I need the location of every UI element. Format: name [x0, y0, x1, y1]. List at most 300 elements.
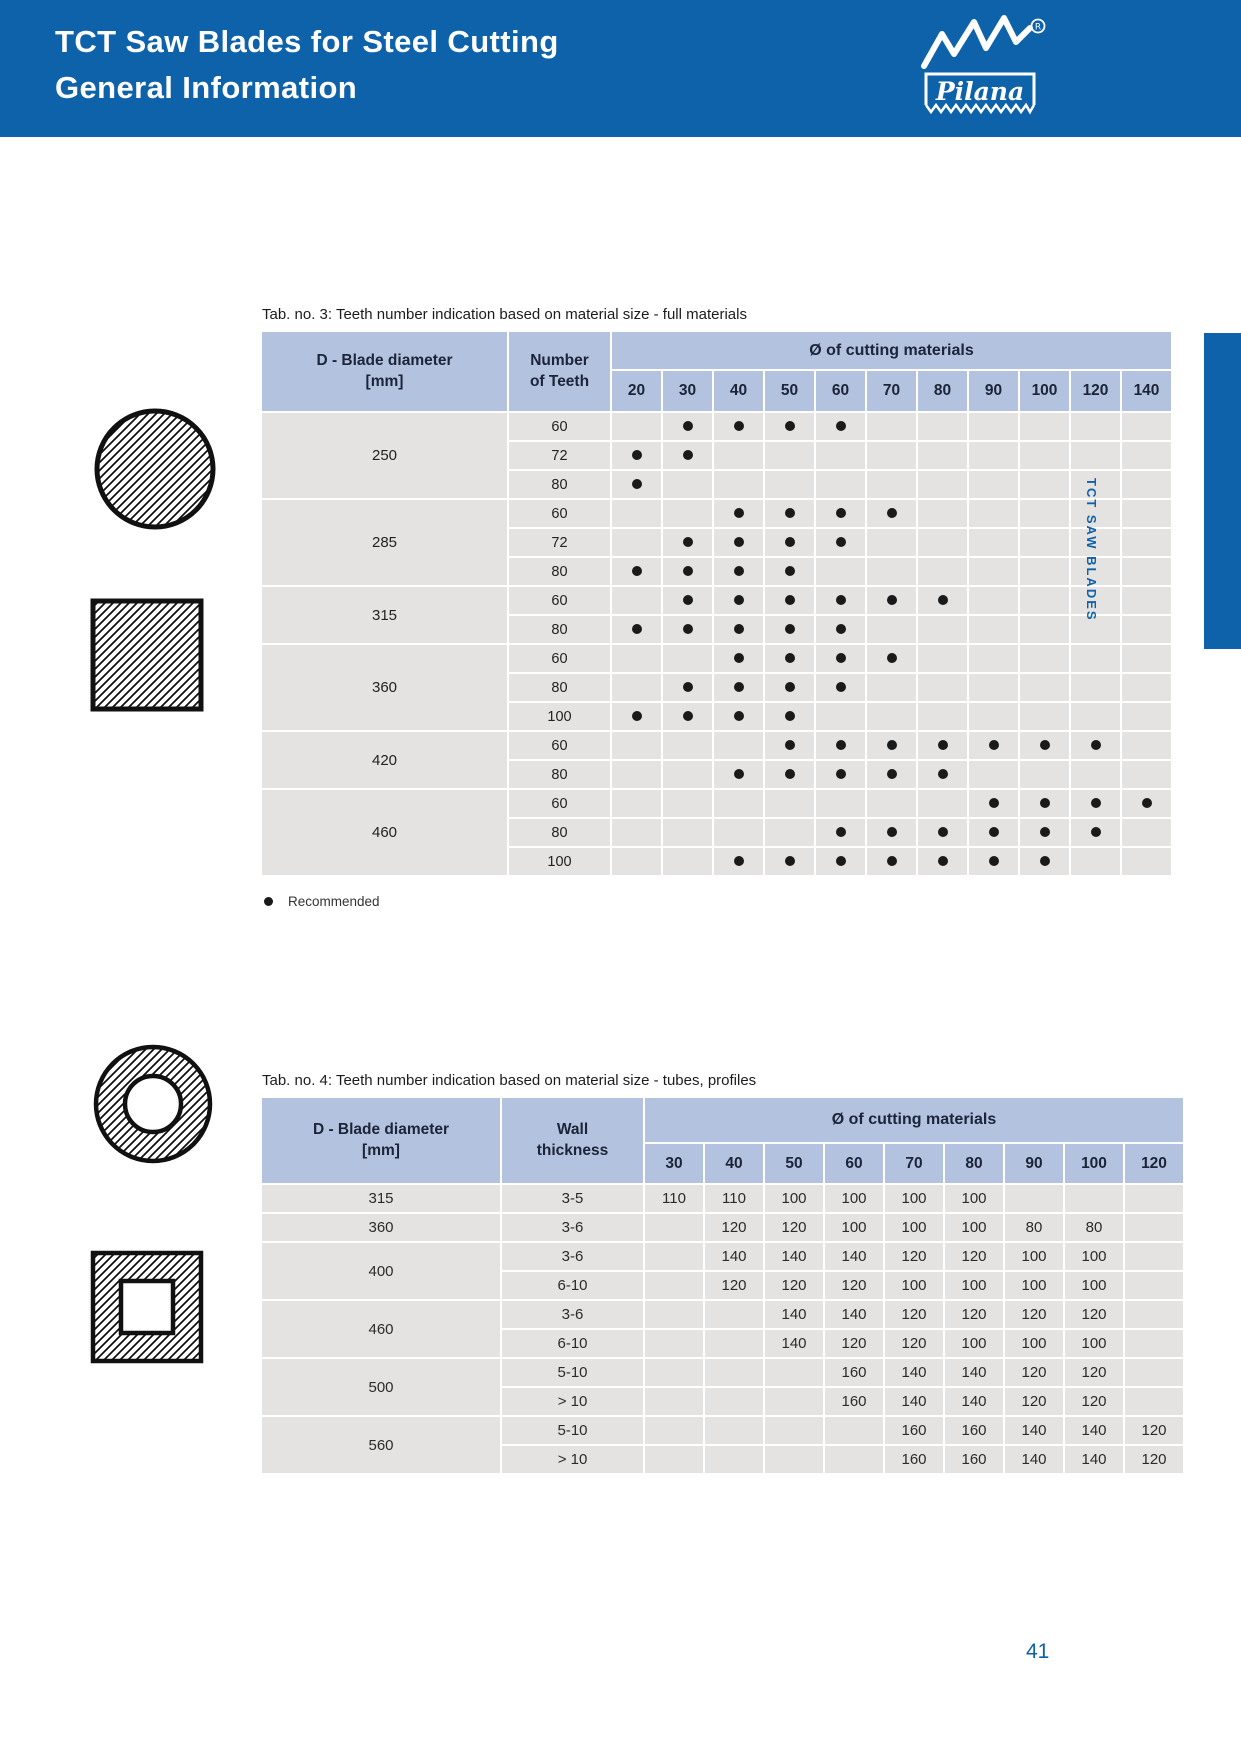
- teeth-count-cell: 120: [1125, 1446, 1183, 1473]
- recommended-mark-cell: [867, 732, 916, 759]
- recommended-mark-cell: [765, 558, 814, 585]
- recommended-mark-cell: [765, 413, 814, 440]
- recommended-dot-icon: [938, 769, 948, 779]
- empty-cell: [612, 674, 661, 701]
- teeth-count-cell: 100: [1065, 1272, 1123, 1299]
- size-column-header-30: 30: [645, 1144, 703, 1183]
- empty-cell: [612, 848, 661, 875]
- empty-cell: [765, 1388, 823, 1415]
- recommended-dot-icon: [734, 537, 744, 547]
- recommended-mark-cell: [867, 761, 916, 788]
- wall-cell: > 10: [502, 1446, 643, 1473]
- diameter-column-header: [262, 1098, 500, 1183]
- teeth-column-header: [509, 332, 610, 411]
- empty-cell: [714, 442, 763, 469]
- empty-cell: [645, 1330, 703, 1357]
- recommended-mark-cell: [663, 587, 712, 614]
- recommended-mark-cell: [816, 732, 865, 759]
- wall-cell: 5-10: [502, 1359, 643, 1386]
- recommended-mark-cell: [816, 819, 865, 846]
- recommended-dot-icon: [632, 711, 642, 721]
- recommended-dot-icon: [989, 798, 999, 808]
- teeth-count-cell: 120: [1065, 1359, 1123, 1386]
- empty-cell: [612, 645, 661, 672]
- recommended-dot-icon: [836, 682, 846, 692]
- empty-cell: [918, 442, 967, 469]
- size-column-header-20: 20: [612, 371, 661, 411]
- teeth-count-cell: 140: [885, 1359, 943, 1386]
- recommended-mark-cell: [1020, 848, 1069, 875]
- wall-cell: 6-10: [502, 1330, 643, 1357]
- recommended-mark-cell: [816, 500, 865, 527]
- teeth-count-cell: 120: [1065, 1301, 1123, 1328]
- recommended-dot-icon: [683, 537, 693, 547]
- empty-cell: [1071, 761, 1120, 788]
- table-row: [262, 1243, 1183, 1270]
- recommended-mark-cell: [714, 848, 763, 875]
- size-column-header-90: 90: [969, 371, 1018, 411]
- recommended-mark-cell: [816, 761, 865, 788]
- teeth-cell: 60: [509, 732, 610, 759]
- recommended-mark-cell: [663, 413, 712, 440]
- recommended-mark-cell: [816, 413, 865, 440]
- empty-cell: [663, 761, 712, 788]
- teeth-count-cell: 140: [1065, 1446, 1123, 1473]
- page-header-banner: [0, 0, 1241, 137]
- empty-cell: [1020, 645, 1069, 672]
- empty-cell: [1020, 529, 1069, 556]
- teeth-count-cell: 160: [945, 1446, 1003, 1473]
- empty-cell: [1125, 1388, 1183, 1415]
- teeth-count-cell: 80: [1005, 1214, 1063, 1241]
- teeth-cell: 80: [509, 616, 610, 643]
- size-column-header-40: 40: [705, 1144, 763, 1183]
- teeth-count-cell: 120: [825, 1330, 883, 1357]
- teeth-count-cell: 120: [945, 1243, 1003, 1270]
- empty-cell: [918, 413, 967, 440]
- empty-cell: [1020, 616, 1069, 643]
- recommended-mark-cell: [765, 848, 814, 875]
- table-row: [262, 413, 1171, 440]
- teeth-count-cell: 140: [705, 1243, 763, 1270]
- recommended-dot-icon: [785, 856, 795, 866]
- empty-cell: [1020, 413, 1069, 440]
- empty-cell: [612, 500, 661, 527]
- recommended-mark-cell: [714, 529, 763, 556]
- svg-text:Pilana: Pilana: [935, 77, 1025, 106]
- pilana-logo: [916, 12, 1048, 120]
- empty-cell: [918, 529, 967, 556]
- recommended-mark-cell: [714, 703, 763, 730]
- blade-diameter-cell: 500: [262, 1359, 500, 1415]
- empty-cell: [1125, 1330, 1183, 1357]
- teeth-cell: 100: [509, 703, 610, 730]
- recommended-dot-icon: [887, 856, 897, 866]
- recommended-mark-cell: [1020, 790, 1069, 817]
- empty-cell: [612, 732, 661, 759]
- recommended-dot-icon: [734, 566, 744, 576]
- teeth-count-cell: 100: [945, 1272, 1003, 1299]
- teeth-cell: 80: [509, 819, 610, 846]
- empty-cell: [918, 500, 967, 527]
- wall-cell: 3-6: [502, 1214, 643, 1241]
- empty-cell: [1020, 761, 1069, 788]
- recommended-mark-cell: [867, 587, 916, 614]
- wall-cell: 3-5: [502, 1185, 643, 1212]
- empty-cell: [663, 848, 712, 875]
- table-row: [262, 500, 1171, 527]
- recommended-dot-icon: [887, 740, 897, 750]
- recommended-dot-icon: [1091, 827, 1101, 837]
- teeth-count-cell: 120: [1005, 1301, 1063, 1328]
- recommended-mark-cell: [918, 819, 967, 846]
- teeth-count-cell: 160: [945, 1417, 1003, 1444]
- empty-cell: [612, 413, 661, 440]
- recommended-mark-cell: [714, 645, 763, 672]
- recommended-mark-cell: [765, 616, 814, 643]
- table4-caption: Tab. no. 4: Teeth number indication based on material size - tubes, profiles: [262, 1072, 757, 1089]
- recommended-mark-cell: [714, 674, 763, 701]
- recommended-dot-icon: [1040, 798, 1050, 808]
- legend-recommended: [264, 894, 380, 909]
- teeth-count-cell: 140: [765, 1243, 823, 1270]
- empty-cell: [612, 587, 661, 614]
- blade-diameter-cell: 285: [262, 500, 507, 585]
- size-column-header-100: 100: [1020, 371, 1069, 411]
- teeth-cell: 72: [509, 442, 610, 469]
- size-column-header-80: 80: [918, 371, 967, 411]
- recommended-dot-icon: [836, 827, 846, 837]
- size-column-header-30: 30: [663, 371, 712, 411]
- teeth-count-cell: 140: [825, 1301, 883, 1328]
- square-profile-material-icon: [88, 1248, 206, 1366]
- recommended-mark-cell: [1071, 819, 1120, 846]
- empty-cell: [918, 790, 967, 817]
- empty-cell: [969, 645, 1018, 672]
- teeth-cell: 60: [509, 413, 610, 440]
- recommended-dot-icon: [683, 421, 693, 431]
- empty-cell: [612, 761, 661, 788]
- teeth-count-cell: 100: [1005, 1330, 1063, 1357]
- recommended-mark-cell: [1020, 819, 1069, 846]
- recommended-mark-cell: [663, 703, 712, 730]
- table-row: [262, 1301, 1183, 1328]
- recommended-mark-cell: [612, 558, 661, 585]
- empty-cell: [645, 1272, 703, 1299]
- recommended-dot-icon: [785, 624, 795, 634]
- recommended-mark-cell: [765, 732, 814, 759]
- wall-cell: 3-6: [502, 1301, 643, 1328]
- empty-cell: [765, 790, 814, 817]
- recommended-mark-cell: [969, 819, 1018, 846]
- recommended-mark-cell: [765, 674, 814, 701]
- empty-cell: [1122, 587, 1171, 614]
- empty-cell: [705, 1388, 763, 1415]
- empty-cell: [867, 703, 916, 730]
- empty-cell: [825, 1417, 883, 1444]
- wall-cell: 6-10: [502, 1272, 643, 1299]
- recommended-dot-icon: [836, 769, 846, 779]
- teeth-cell: 80: [509, 761, 610, 788]
- diameter-header-line1: D - Blade diameter: [316, 352, 453, 370]
- page-title-line2: General Information: [55, 70, 358, 105]
- empty-cell: [969, 616, 1018, 643]
- recommended-mark-cell: [969, 848, 1018, 875]
- empty-cell: [645, 1417, 703, 1444]
- recommended-mark-cell: [714, 500, 763, 527]
- empty-cell: [645, 1243, 703, 1270]
- empty-cell: [663, 500, 712, 527]
- recommended-mark-cell: [918, 761, 967, 788]
- size-column-header-50: 50: [765, 1144, 823, 1183]
- empty-cell: [1122, 442, 1171, 469]
- recommended-mark-cell: [612, 442, 661, 469]
- empty-cell: [1125, 1185, 1183, 1212]
- teeth-count-cell: 120: [825, 1272, 883, 1299]
- teeth-count-cell: 110: [705, 1185, 763, 1212]
- wall-cell: > 10: [502, 1388, 643, 1415]
- recommended-dot-icon: [836, 537, 846, 547]
- empty-cell: [714, 732, 763, 759]
- recommended-dot-icon: [632, 624, 642, 634]
- blade-diameter-cell: 360: [262, 1214, 500, 1241]
- recommended-mark-cell: [867, 500, 916, 527]
- recommended-mark-cell: [1071, 790, 1120, 817]
- empty-cell: [1122, 703, 1171, 730]
- recommended-dot-icon: [1040, 856, 1050, 866]
- empty-cell: [1020, 674, 1069, 701]
- size-column-header-70: 70: [885, 1144, 943, 1183]
- recommended-dot-icon: [938, 740, 948, 750]
- recommended-dot-icon: [632, 566, 642, 576]
- recommended-dot-icon: [785, 653, 795, 663]
- teeth-count-cell: 100: [885, 1272, 943, 1299]
- empty-cell: [765, 1417, 823, 1444]
- empty-cell: [1122, 616, 1171, 643]
- empty-cell: [816, 442, 865, 469]
- empty-cell: [816, 790, 865, 817]
- size-column-header-40: 40: [714, 371, 763, 411]
- side-tab-label: TCT SAW BLADES: [1084, 478, 1099, 622]
- recommended-mark-cell: [1071, 732, 1120, 759]
- recommended-dot-icon: [264, 897, 273, 906]
- recommended-dot-icon: [683, 682, 693, 692]
- teeth-count-cell: 100: [945, 1214, 1003, 1241]
- recommended-dot-icon: [938, 595, 948, 605]
- empty-cell: [765, 1359, 823, 1386]
- empty-cell: [714, 819, 763, 846]
- empty-cell: [1020, 442, 1069, 469]
- recommended-mark-cell: [918, 848, 967, 875]
- table-row: [262, 732, 1171, 759]
- recommended-mark-cell: [867, 819, 916, 846]
- page-title-line1: TCT Saw Blades for Steel Cutting: [55, 24, 559, 59]
- teeth-count-cell: 120: [1065, 1388, 1123, 1415]
- empty-cell: [705, 1417, 763, 1444]
- teeth-count-cell: 140: [945, 1359, 1003, 1386]
- recommended-dot-icon: [989, 856, 999, 866]
- side-tab-bar: [1204, 333, 1241, 649]
- teeth-count-cell: 120: [705, 1272, 763, 1299]
- empty-cell: [1125, 1272, 1183, 1299]
- empty-cell: [867, 674, 916, 701]
- recommended-mark-cell: [663, 529, 712, 556]
- size-column-header-120: 120: [1071, 371, 1120, 411]
- recommended-dot-icon: [734, 653, 744, 663]
- recommended-mark-cell: [765, 587, 814, 614]
- empty-cell: [1020, 558, 1069, 585]
- teeth-count-cell: 100: [825, 1214, 883, 1241]
- recommended-dot-icon: [683, 624, 693, 634]
- recommended-mark-cell: [765, 529, 814, 556]
- recommended-mark-cell: [663, 442, 712, 469]
- teeth-count-cell: 120: [1125, 1417, 1183, 1444]
- teeth-count-cell: 140: [765, 1330, 823, 1357]
- empty-cell: [645, 1214, 703, 1241]
- teeth-header-line1: Number: [530, 352, 589, 370]
- recommended-dot-icon: [1040, 827, 1050, 837]
- teeth-count-cell: 140: [825, 1243, 883, 1270]
- recommended-mark-cell: [816, 645, 865, 672]
- empty-cell: [1071, 413, 1120, 440]
- empty-cell: [1020, 703, 1069, 730]
- recommended-dot-icon: [632, 450, 642, 460]
- recommended-mark-cell: [816, 587, 865, 614]
- empty-cell: [969, 500, 1018, 527]
- empty-cell: [867, 442, 916, 469]
- recommended-dot-icon: [785, 711, 795, 721]
- empty-cell: [645, 1388, 703, 1415]
- teeth-header-line2: of Teeth: [529, 372, 590, 390]
- teeth-count-cell: 100: [885, 1185, 943, 1212]
- recommended-dot-icon: [1091, 740, 1101, 750]
- empty-cell: [969, 413, 1018, 440]
- empty-cell: [1125, 1301, 1183, 1328]
- empty-cell: [663, 732, 712, 759]
- recommended-dot-icon: [734, 856, 744, 866]
- recommended-dot-icon: [683, 566, 693, 576]
- page-number: 41: [1026, 1640, 1050, 1663]
- recommended-dot-icon: [887, 595, 897, 605]
- table-row: [262, 1214, 1183, 1241]
- empty-cell: [765, 1446, 823, 1473]
- recommended-dot-icon: [887, 508, 897, 518]
- recommended-dot-icon: [683, 595, 693, 605]
- empty-cell: [1071, 703, 1120, 730]
- empty-cell: [918, 471, 967, 498]
- size-column-header-50: 50: [765, 371, 814, 411]
- empty-cell: [867, 558, 916, 585]
- size-column-header-100: 100: [1065, 1144, 1123, 1183]
- teeth-count-cell: 110: [645, 1185, 703, 1212]
- recommended-mark-cell: [816, 674, 865, 701]
- recommended-dot-icon: [836, 740, 846, 750]
- recommended-dot-icon: [785, 595, 795, 605]
- diameter-header-line1: D - Blade diameter: [312, 1121, 450, 1139]
- teeth-count-cell: 120: [1005, 1388, 1063, 1415]
- size-column-header-120: 120: [1125, 1144, 1183, 1183]
- table-row: [262, 587, 1171, 614]
- full-square-material-icon: [88, 596, 206, 714]
- cutting-materials-span-header: Ø of cutting materials: [612, 332, 1171, 369]
- size-column-header-140: 140: [1122, 371, 1171, 411]
- size-column-header-70: 70: [867, 371, 916, 411]
- empty-cell: [1020, 500, 1069, 527]
- recommended-dot-icon: [734, 682, 744, 692]
- table4-tubes-profiles: [260, 1096, 1185, 1475]
- recommended-dot-icon: [938, 827, 948, 837]
- teeth-count-cell: 140: [1065, 1417, 1123, 1444]
- size-column-header-80: 80: [945, 1144, 1003, 1183]
- recommended-dot-icon: [836, 624, 846, 634]
- recommended-mark-cell: [816, 616, 865, 643]
- teeth-count-cell: 80: [1065, 1214, 1123, 1241]
- empty-cell: [867, 471, 916, 498]
- empty-cell: [705, 1330, 763, 1357]
- recommended-dot-icon: [734, 595, 744, 605]
- diameter-column-header: [262, 332, 507, 411]
- empty-cell: [663, 471, 712, 498]
- teeth-cell: 80: [509, 558, 610, 585]
- empty-cell: [816, 558, 865, 585]
- empty-cell: [918, 674, 967, 701]
- teeth-count-cell: 100: [945, 1330, 1003, 1357]
- empty-cell: [918, 558, 967, 585]
- teeth-count-cell: 140: [1005, 1446, 1063, 1473]
- recommended-mark-cell: [1020, 732, 1069, 759]
- empty-cell: [765, 442, 814, 469]
- teeth-count-cell: 140: [765, 1301, 823, 1328]
- recommended-mark-cell: [663, 558, 712, 585]
- teeth-count-cell: 140: [1005, 1417, 1063, 1444]
- empty-cell: [969, 674, 1018, 701]
- empty-cell: [918, 616, 967, 643]
- teeth-count-cell: 120: [1005, 1359, 1063, 1386]
- empty-cell: [1125, 1214, 1183, 1241]
- empty-cell: [867, 616, 916, 643]
- teeth-count-cell: 120: [765, 1272, 823, 1299]
- recommended-dot-icon: [734, 711, 744, 721]
- recommended-mark-cell: [918, 587, 967, 614]
- teeth-count-cell: 100: [885, 1214, 943, 1241]
- empty-cell: [765, 471, 814, 498]
- wall-cell: 5-10: [502, 1417, 643, 1444]
- empty-cell: [663, 645, 712, 672]
- empty-cell: [918, 645, 967, 672]
- round-tube-material-icon: [90, 1041, 216, 1167]
- recommended-dot-icon: [785, 769, 795, 779]
- blade-diameter-cell: 360: [262, 645, 507, 730]
- recommended-mark-cell: [663, 616, 712, 643]
- empty-cell: [1122, 500, 1171, 527]
- teeth-count-cell: 120: [885, 1301, 943, 1328]
- teeth-count-cell: 100: [825, 1185, 883, 1212]
- recommended-dot-icon: [1142, 798, 1152, 808]
- size-column-header-60: 60: [816, 371, 865, 411]
- teeth-count-cell: 100: [765, 1185, 823, 1212]
- empty-cell: [705, 1301, 763, 1328]
- empty-cell: [1125, 1243, 1183, 1270]
- recommended-mark-cell: [714, 558, 763, 585]
- blade-diameter-cell: 460: [262, 1301, 500, 1357]
- empty-cell: [663, 790, 712, 817]
- blade-diameter-cell: 420: [262, 732, 507, 788]
- empty-cell: [816, 471, 865, 498]
- legend-label: Recommended: [288, 894, 380, 909]
- recommended-mark-cell: [765, 500, 814, 527]
- teeth-count-cell: 160: [885, 1417, 943, 1444]
- teeth-count-cell: 120: [765, 1214, 823, 1241]
